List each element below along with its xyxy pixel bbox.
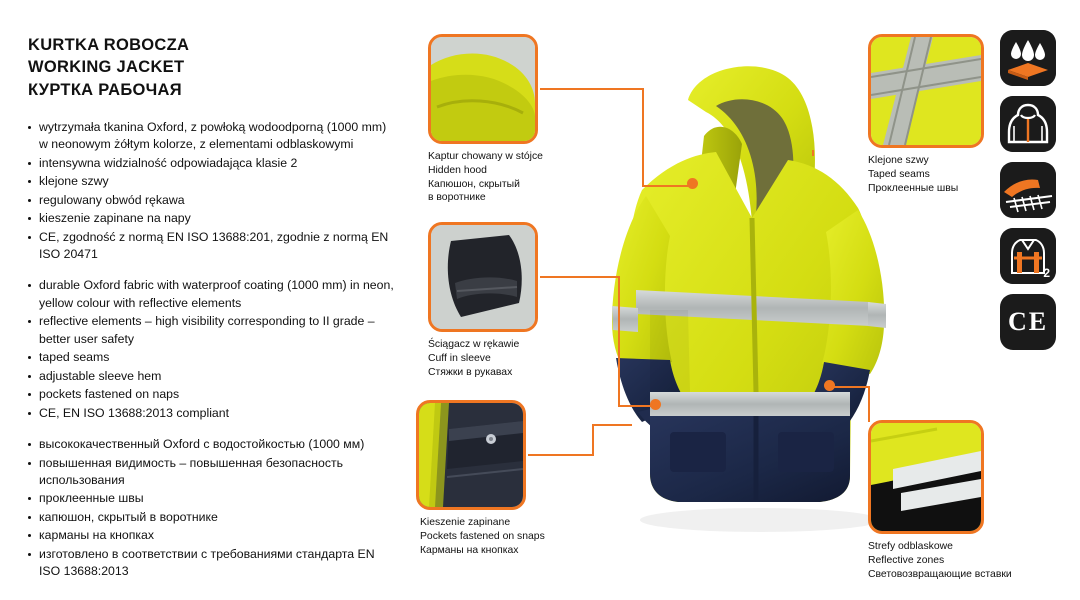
page-title [28,34,398,101]
ce-label: CE [1007,307,1049,336]
feature-list-pl [28,119,398,264]
callout-anchor-hidden-hood [687,178,698,189]
caption-en: Taped seams [868,168,930,180]
list-item: reflective elements – high visibility corresponding to II grade – better user safety [28,313,398,348]
caption-ru-2: в воротнике [428,192,486,204]
callout-anchor-reflective [824,380,835,391]
list-item: intensywna widzialność odpowiadająca klasie 2 [28,155,398,172]
caption-en: Pockets fastened on snaps [420,530,545,542]
thumbnail-hidden-hood[interactable] [428,34,538,144]
product-image [520,40,920,560]
callout-anchor-cuff [650,399,661,410]
leader-line-pockets-h2 [592,424,632,426]
callout-taped-seams [868,34,984,195]
list-item: высококачественный Oxford с водостойкостью (1000 мм) [28,436,398,453]
caption-pl: Klejone szwy [868,155,929,166]
callout-reflective-zones [868,420,1012,581]
list-item: CE, EN ISO 13688:2013 compliant [28,405,398,422]
leader-line-pockets-h [528,454,594,456]
description-column [28,34,398,595]
thumbnail-pockets-on-snaps[interactable] [416,400,526,510]
caption-ru: Проклеенные швы [868,182,959,194]
thumbnail-cuff-in-sleeve[interactable] [428,222,538,332]
list-item: wytrzymała tkanina Oxford, z powłoką wodoodporną (1000 mm) w neonowym żółtym kolorze, z elementami odblaskowymi [28,119,398,154]
callout-pockets-on-snaps [416,400,545,557]
list-item: капюшон, скрытый в воротнике [28,509,398,526]
waterproof-icon [1000,30,1056,86]
list-item: taped seams [28,349,398,366]
caption-en: Reflective zones [868,554,945,566]
leader-line-cuff-h [540,276,620,278]
list-item: изготовлено в соответствии с требованиями стандарта EN ISO 13688:2013 [28,546,398,581]
hiviz-class-number: 2 [1043,266,1050,280]
caption-ru: Карманы на кнопках [420,544,519,556]
list-item: klejone szwy [28,173,398,190]
leader-line-hidden-hood-h2 [642,185,692,187]
feature-list-en [28,277,398,422]
caption-pl: Kieszenie zapinane [420,517,511,528]
leader-line-reflective-h [830,386,870,388]
list-item: kieszenie zapinane na napy [28,210,398,227]
callout-caption [868,154,984,195]
list-item: карманы на кнопках [28,527,398,544]
leader-line-hidden-hood [540,88,644,90]
thumbnail-taped-seams[interactable] [868,34,984,148]
caption-en: Hidden hood [428,164,487,176]
list-item: CE, zgodność z normą EN ISO 13688:201, zgodnie z normą EN ISO 20471 [28,229,398,264]
caption-ru: Капюшон, скрытый [428,178,520,190]
high-visibility-class-icon [1000,228,1056,284]
title-line-ru: КУРТКА РАБОЧАЯ [28,80,182,99]
list-item: adjustable sleeve hem [28,368,398,385]
feature-list-ru [28,436,398,581]
title-line-pl: KURTKA ROBOCZA [28,36,190,54]
list-item: durable Oxford fabric with waterproof coating (1000 mm) in neon, yellow colour with reflective elements [28,277,398,312]
leader-line-cuff-h2 [618,405,654,407]
hooded-jacket-icon [1000,96,1056,152]
list-item: проклеенные швы [28,490,398,507]
list-item: повышенная видимость – повышенная безопасность использования [28,455,398,490]
caption-pl: Strefy odblaskowe [868,541,953,552]
thumbnail-reflective-zones[interactable] [868,420,984,534]
caption-en: Cuff in sleeve [428,352,491,364]
leader-line-cuff-v [618,276,620,406]
callout-caption [868,540,1012,581]
caption-ru: Стяжки в рукавах [428,366,513,378]
caption-ru: Световозвращающие вставки [868,568,1012,580]
caption-pl: Ściągacz w rękawie [428,339,520,350]
leader-line-hidden-hood-v [642,88,644,186]
leader-line-reflective-v [868,386,870,422]
title-line-en: WORKING JACKET [28,58,185,77]
list-item: regulowany obwód rękawa [28,192,398,209]
callout-cuff-in-sleeve [428,222,538,379]
callout-caption [420,516,545,557]
leader-line-pockets-v [592,424,594,454]
list-item: pockets fastened on naps [28,386,398,403]
caption-pl: Kaptur chowany w stójce [428,151,543,162]
certification-icon-column [1000,30,1058,360]
callout-hidden-hood [428,34,543,205]
leader-line-taped-seams [812,150,814,156]
callout-caption [428,338,538,379]
ce-mark-icon [1000,294,1056,350]
callout-caption [428,150,543,205]
taped-seams-icon [1000,162,1056,218]
